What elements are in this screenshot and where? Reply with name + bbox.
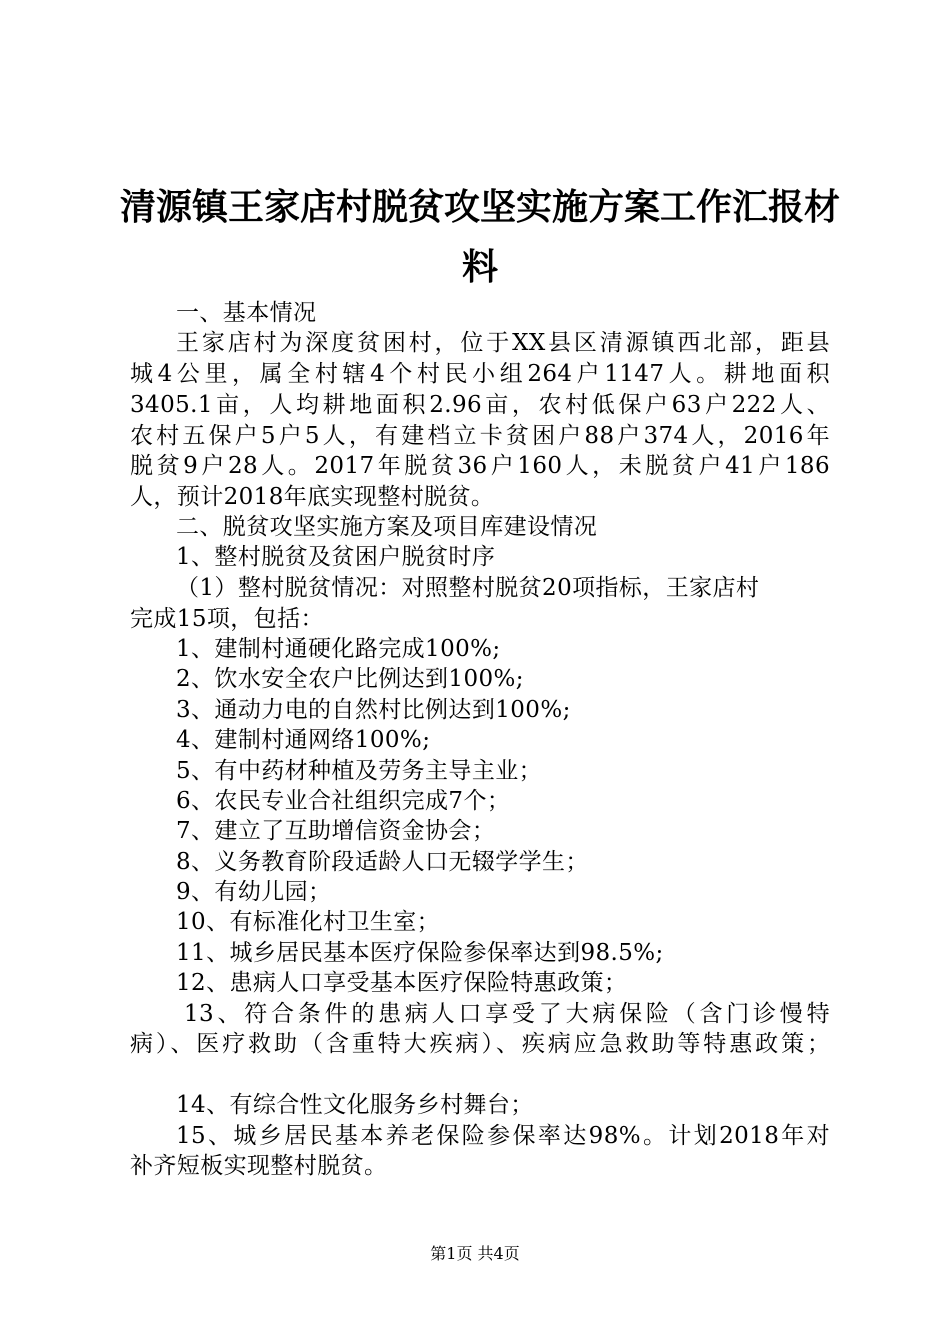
list-item: 13、符合条件的患病人口享受了大病保险（含门诊慢特 [184,1001,830,1027]
list-item: 1、建制村通硬化路完成100%; [176,636,501,662]
list-item: 15、城乡居民基本养老保险参保率达98%。计划2018年对 [176,1123,830,1149]
list-item: 6、农民专业合社组织完成7个； [176,788,511,814]
document-title-line-1: 清源镇王家店村脱贫攻坚实施方案工作汇报材 [120,187,841,228]
subsection-heading: 1、整村脱贫及贫困户脱贫时序 [176,544,496,570]
paragraph-line: 完成15项，包括： [130,606,324,632]
list-item: 4、建制村通网络100%; [176,727,431,753]
section-heading: 一、基本情况 [176,300,317,326]
paragraph-line: （1）整村脱贫情况：对照整村脱贫20项指标，王家店村 [176,575,760,601]
paragraph-line: 农村五保户5户5人，有建档立卡贫困户88户374人，2016年 [130,423,830,449]
list-item: 3、通动力电的自然村比例达到100%; [176,697,571,723]
paragraph-line: 3405.1亩，人均耕地面积2.96亩，农村低保户63户222人、 [130,392,830,418]
document-title-line-2: 料 [461,247,498,288]
list-item: 9、有幼儿园； [176,879,332,905]
list-item: 5、有中药材种植及劳务主导主业； [176,758,543,784]
paragraph-line: 城4公里，属全村辖4个村民小组264户1147人。耕地面积 [130,361,830,387]
list-item-continuation: 病）、医疗救助（含重特大疾病）、疾病应急救助等特惠政策； [130,1031,830,1057]
list-item: 8、义务教育阶段适龄人口无辍学学生； [176,849,589,875]
list-item: 12、患病人口享受基本医疗保险特惠政策； [176,970,628,996]
paragraph-line: 王家店村为深度贫困村，位于XX县区清源镇西北部，距县 [176,330,830,356]
list-item: 10、有标准化村卫生室； [176,909,441,935]
paragraph-line: 脱贫9户28人。2017年脱贫36户160人，未脱贫户41户186 [130,453,830,479]
list-item: 7、建立了互助增信资金协会； [176,818,496,844]
list-item: 2、饮水安全农户比例达到100%; [176,666,524,692]
paragraph-line: 人，预计2018年底实现整村脱贫。 [130,484,495,510]
page-number-footer: 第1页 共4页 [430,1244,520,1263]
list-item-continuation: 补齐短板实现整村脱贫。 [130,1153,388,1179]
list-item: 14、有综合性文化服务乡村舞台； [176,1092,534,1118]
list-item: 11、城乡居民基本医疗保险参保率达到98.5%; [176,940,664,966]
section-heading: 二、脱贫攻坚实施方案及项目库建设情况 [176,514,598,540]
